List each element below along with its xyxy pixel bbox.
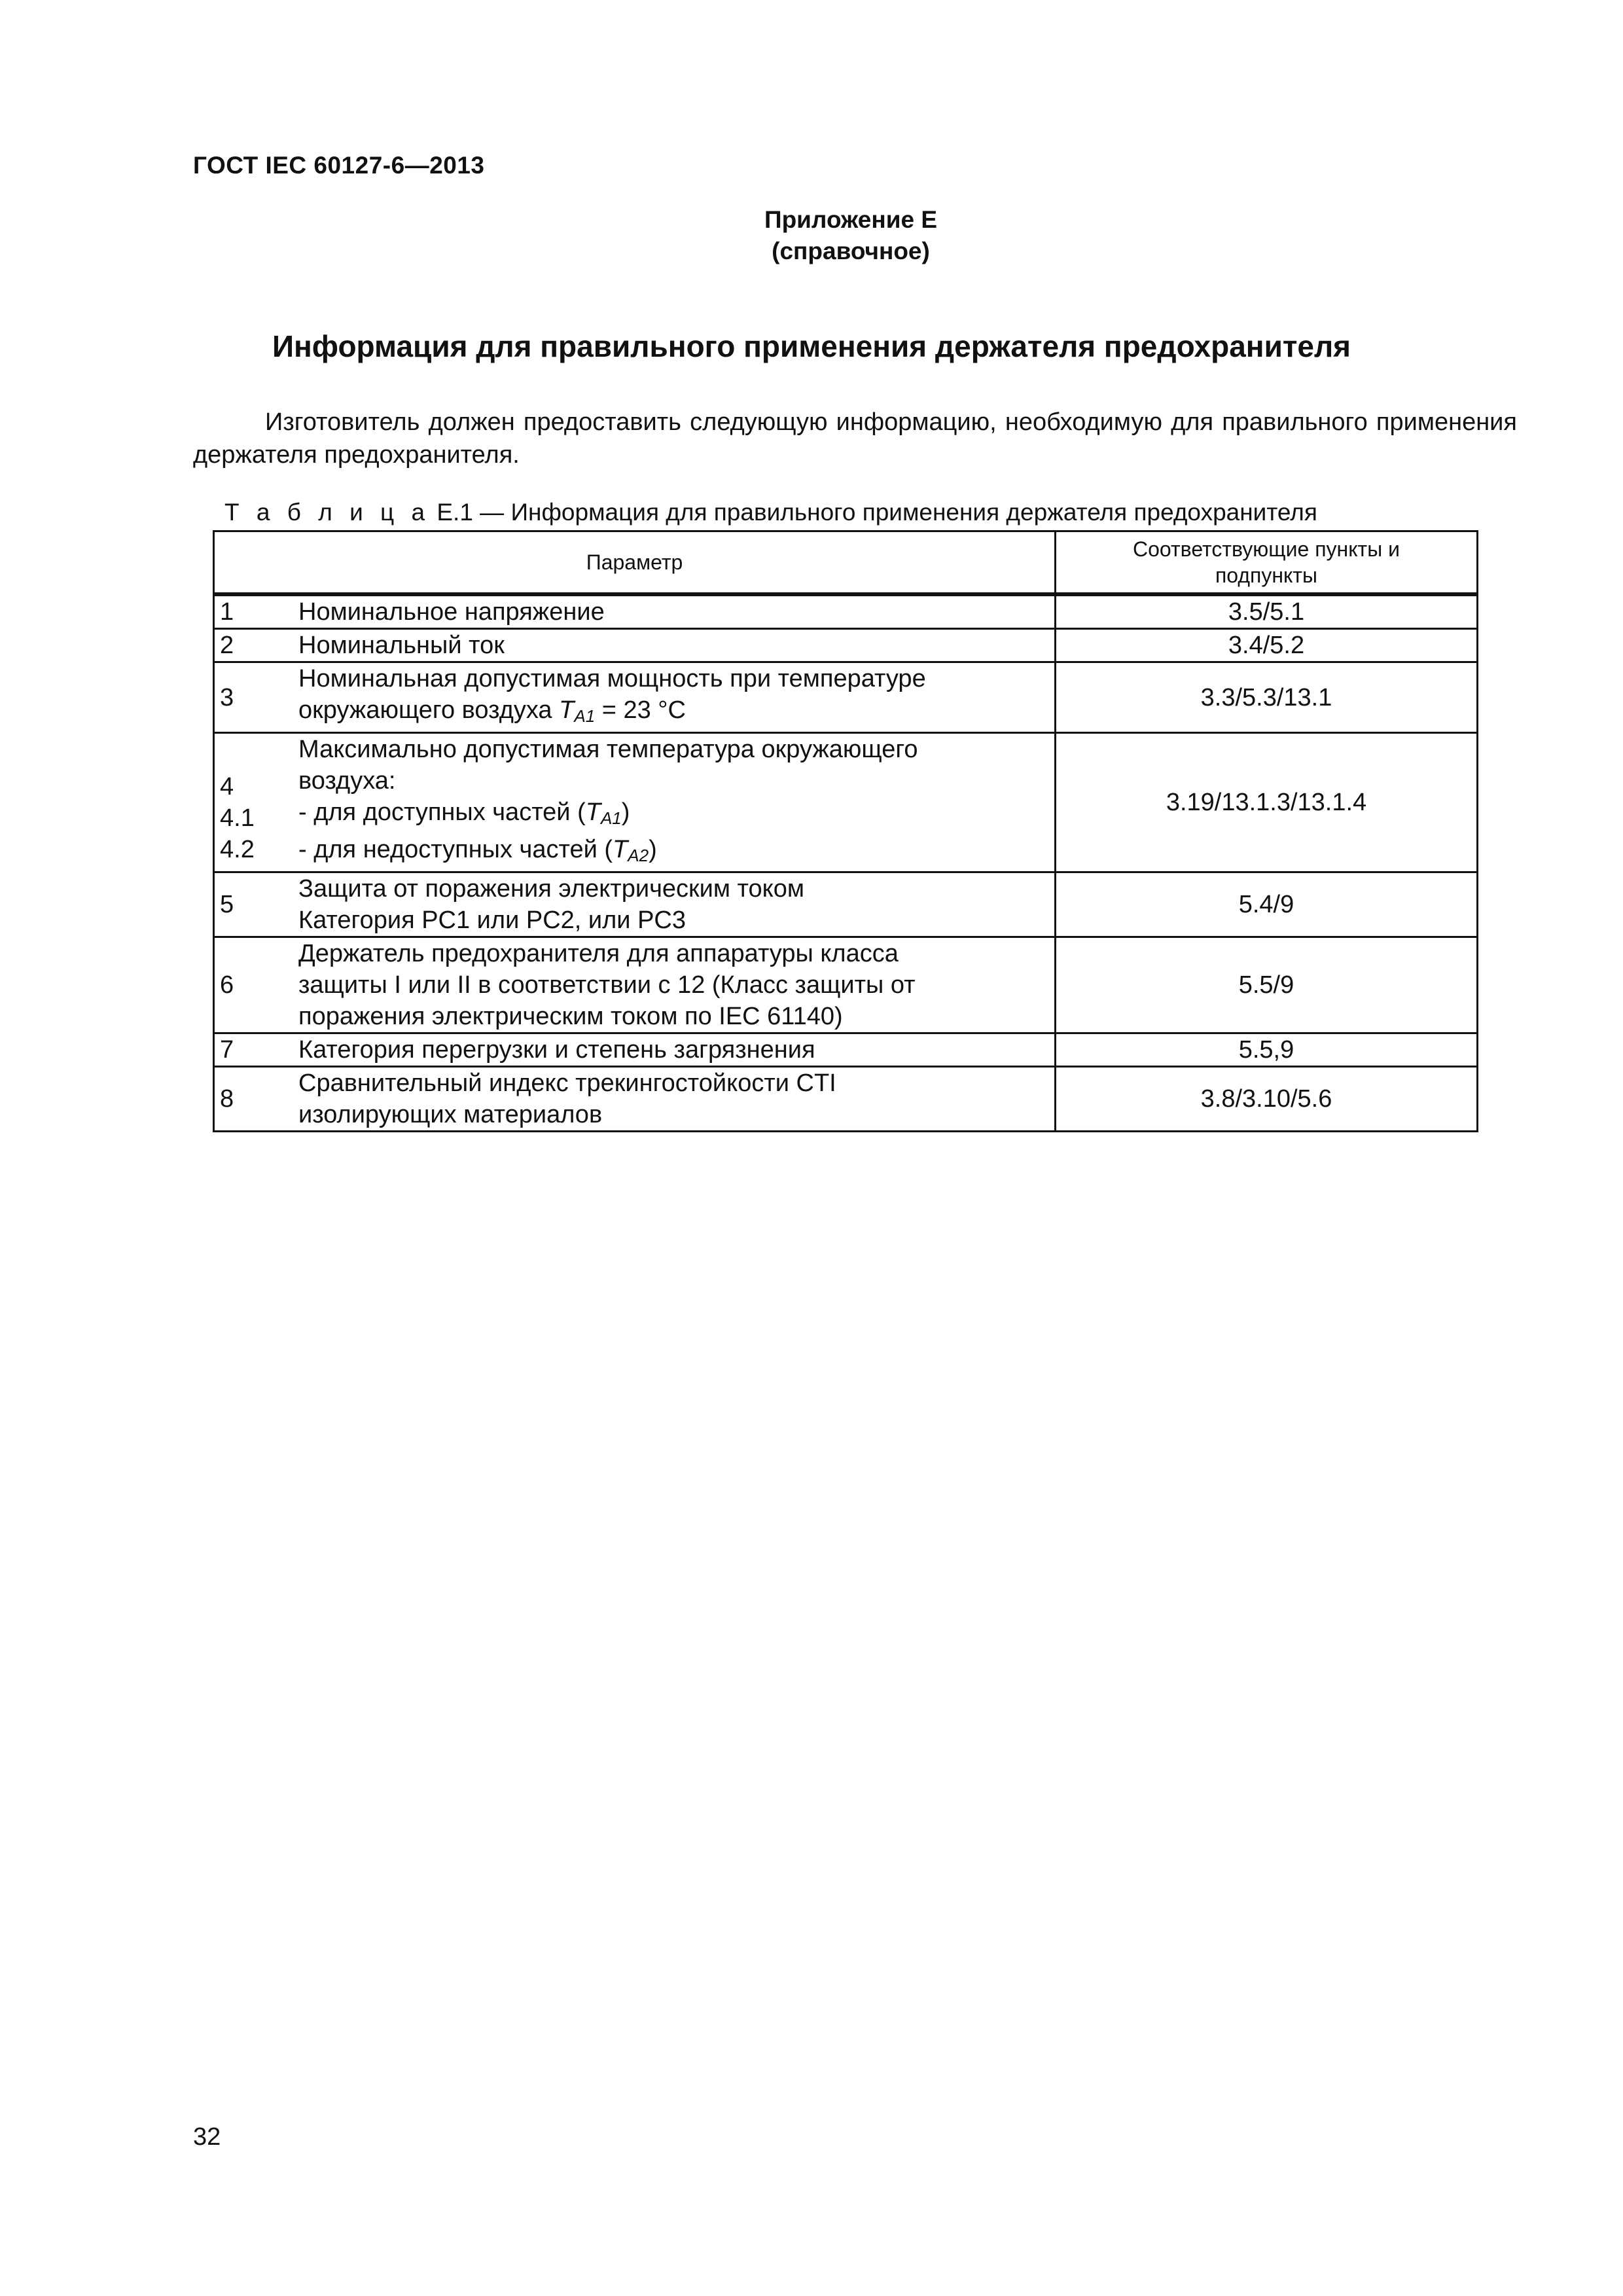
param-text: ) — [621, 798, 630, 826]
table-row — [214, 662, 1478, 733]
row-reference: 5.4/9 — [1056, 872, 1478, 937]
row-parameter: Номинальное напряжение — [298, 594, 1056, 629]
row-number: 2 — [214, 629, 299, 662]
param-text: = 23 °С — [595, 696, 686, 724]
row-number: 3 — [214, 662, 299, 733]
param-line: Максимально допустимая температура окружающего — [298, 736, 918, 763]
param-text: ) — [649, 836, 657, 863]
annex-status: (справочное) — [772, 238, 930, 264]
intro-paragraph — [193, 406, 1517, 471]
param-line — [298, 694, 1054, 732]
row-parameter: Категория перегрузки и степень загрязнения — [298, 1033, 1056, 1067]
temperature-subscript: A1 — [574, 706, 596, 726]
row-number-sub: 4.2 — [220, 836, 255, 863]
table-caption-text: Е.1 — Информация для правильного применения держателя предохранителя — [430, 499, 1317, 526]
temperature-symbol: T — [613, 836, 628, 863]
table-row — [214, 733, 1478, 872]
row-parameter — [298, 733, 1056, 872]
row-reference: 3.8/3.10/5.6 — [1056, 1067, 1478, 1132]
table-row — [214, 937, 1478, 1033]
row-reference: 3.3/5.3/13.1 — [1056, 662, 1478, 733]
param-line: Защита от поражения электрическим током — [298, 875, 804, 903]
row-number: 1 — [214, 594, 299, 629]
param-text: окружающего воздуха — [298, 696, 560, 724]
header-clauses: Соответствующие пункты и подпункты — [1056, 531, 1478, 595]
row-parameter — [298, 937, 1056, 1033]
document-code: ГОСТ IEC 60127-6—2013 — [193, 152, 485, 179]
param-line — [298, 797, 1054, 834]
row-number-sub: 4.1 — [220, 804, 255, 832]
row-parameter — [298, 872, 1056, 937]
param-text: - для недоступных частей ( — [298, 836, 613, 863]
param-text: - для доступных частей ( — [298, 798, 586, 826]
table-row — [214, 594, 1478, 629]
param-line: поражения электрическим током по IEC 61140) — [298, 1003, 843, 1030]
param-line: воздуха: — [298, 767, 396, 795]
row-parameter — [298, 1067, 1056, 1132]
param-line: Категория PC1 или PC2, или PC3 — [298, 906, 687, 934]
row-parameter — [298, 662, 1056, 733]
row-number: 5 — [214, 872, 299, 937]
annex-label: Приложение Е — [764, 206, 938, 233]
temperature-subscript: A2 — [628, 846, 649, 865]
row-reference: 5.5,9 — [1056, 1033, 1478, 1067]
row-number: 6 — [214, 937, 299, 1033]
row-reference: 3.5/5.1 — [1056, 594, 1478, 629]
table-caption — [224, 499, 1317, 526]
param-line — [298, 834, 1054, 871]
header-parameter: Параметр — [214, 531, 1056, 595]
table-header-row — [214, 531, 1478, 595]
table-row — [214, 1033, 1478, 1067]
row-number: 7 — [214, 1033, 299, 1067]
table-row — [214, 629, 1478, 662]
row-reference: 5.5/9 — [1056, 937, 1478, 1033]
temperature-symbol: T — [559, 696, 575, 724]
intro-text: Изготовитель должен предоставить следующую информацию, необходимую для правильного применения держателя предохранителя. — [193, 408, 1517, 469]
annex-heading — [720, 204, 982, 267]
row-number — [214, 733, 299, 872]
page-number: 32 — [193, 2123, 221, 2151]
table-row — [214, 1067, 1478, 1132]
row-parameter: Номинальный ток — [298, 629, 1056, 662]
temperature-symbol: T — [585, 798, 601, 826]
row-reference: 3.19/13.1.3/13.1.4 — [1056, 733, 1478, 872]
row-number-main: 4 — [220, 773, 234, 800]
param-line: Держатель предохранителя для аппаратуры класса — [298, 940, 899, 967]
param-line: Сравнительный индекс трекингостойкости CTI — [298, 1069, 836, 1097]
page-title: Информация для правильного применения держателя предохранителя — [272, 329, 1351, 363]
param-line: Номинальная допустимая мощность при температуре — [298, 665, 926, 692]
param-line: защиты I или II в соответствии с 12 (Класс защиты от — [298, 971, 916, 999]
table-caption-prefix: Т а б л и ц а — [224, 499, 431, 526]
info-table — [213, 530, 1478, 1132]
table-row — [214, 872, 1478, 937]
row-reference: 3.4/5.2 — [1056, 629, 1478, 662]
temperature-subscript: A1 — [600, 808, 622, 828]
row-number: 8 — [214, 1067, 299, 1132]
param-line: изолирующих материалов — [298, 1101, 603, 1128]
